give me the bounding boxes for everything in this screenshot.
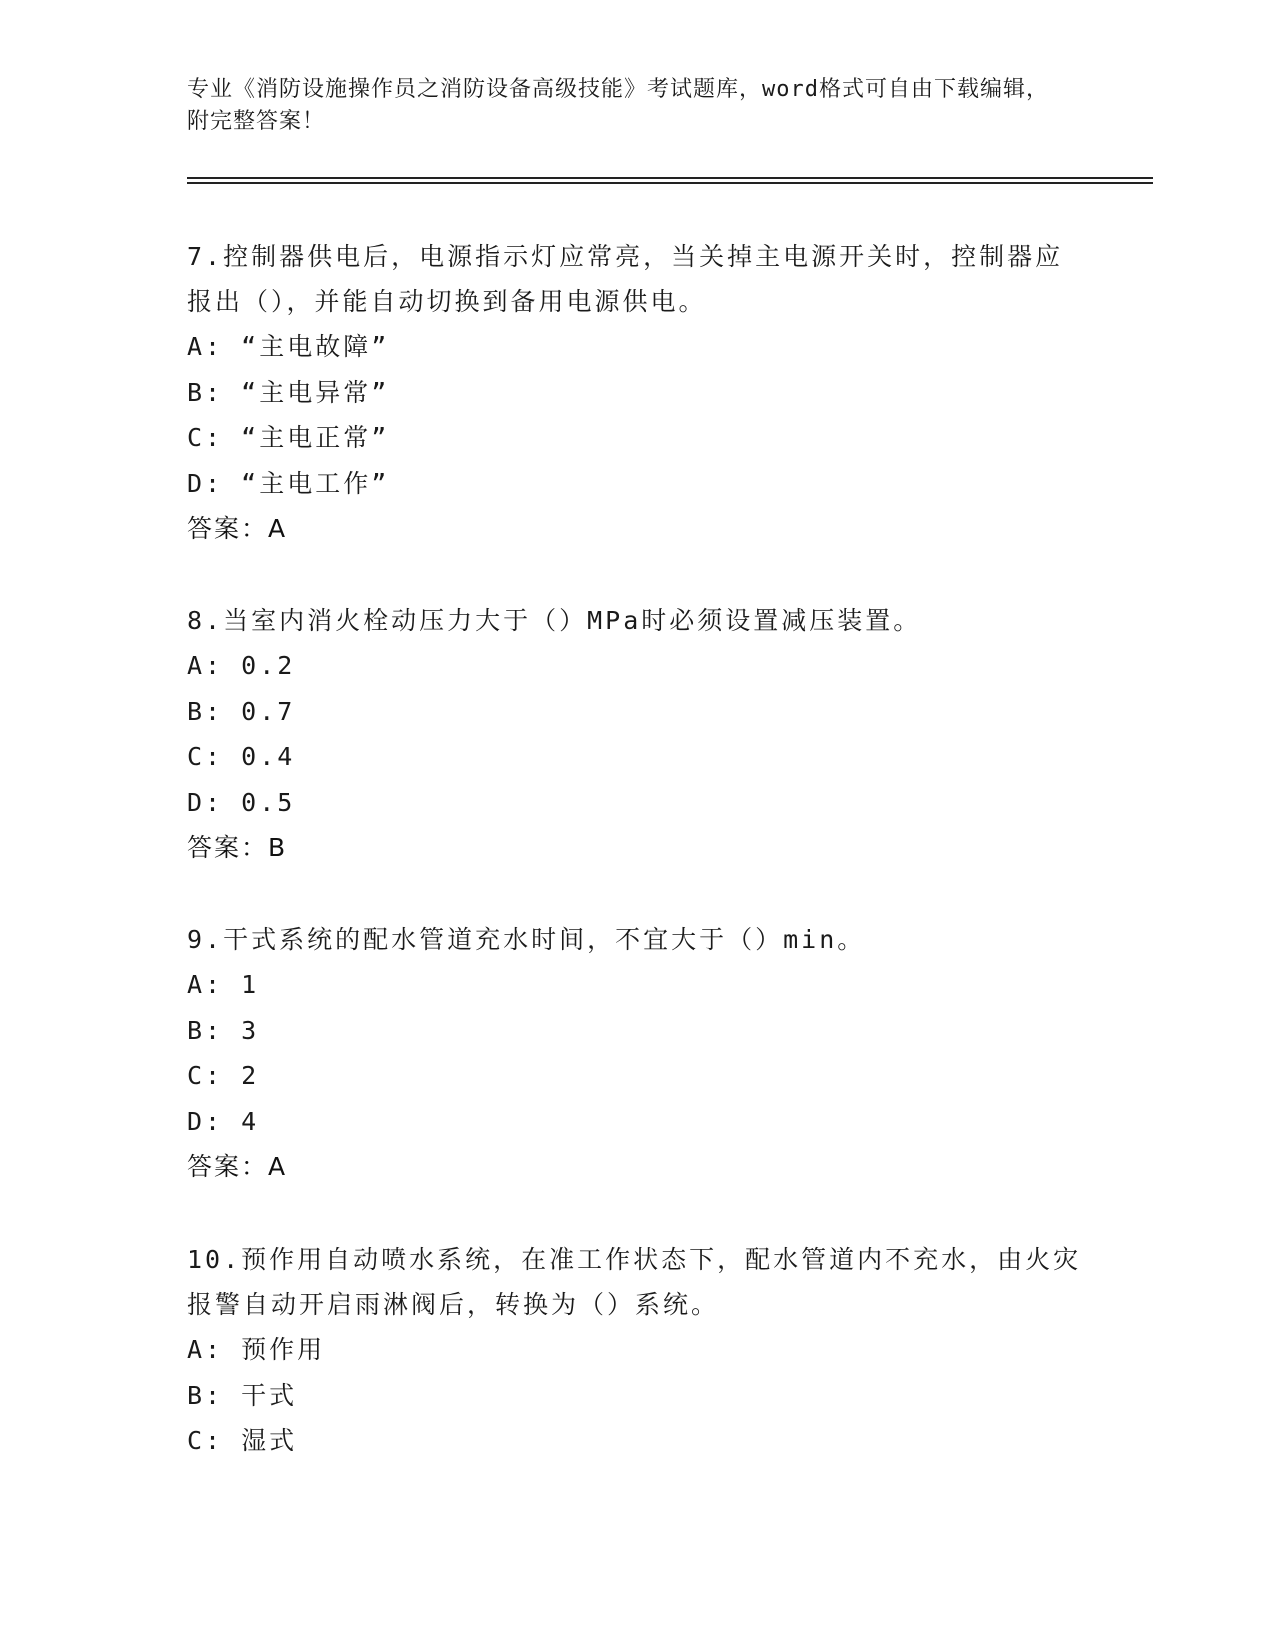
option-b: B: 3 <box>187 1015 260 1045</box>
answer-label: 答案：A <box>187 1152 288 1181</box>
option-c: C: 0.4 <box>187 742 296 771</box>
question-stem: 9.干式系统的配水管道充水时间，不宜大于（）min。 <box>187 925 866 954</box>
question-stem: 10.预作用自动喷水系统，在准工作状态下，配水管道内不充水，由火灾报警自动开启雨淋阀后，转换为（）系统。 <box>187 1245 1082 1319</box>
option-a: A: 0.2 <box>187 651 296 680</box>
question-10 <box>187 1237 1087 1464</box>
question-7 <box>187 234 1087 551</box>
option-d: D: 4 <box>187 1106 260 1136</box>
question-stem: 8.当室内消火栓动压力大于（）MPa时必须设置减压装置。 <box>187 606 922 635</box>
option-a: A: 1 <box>187 970 260 999</box>
option-c: C: 湿式 <box>187 1426 298 1455</box>
header-divider-top <box>187 177 1153 179</box>
option-d: D: “主电工作” <box>187 468 390 498</box>
question-stem: 7.控制器供电后，电源指示灯应常亮，当关掉主电源开关时，控制器应报出（），并能自动切换到备用电源供电。 <box>187 242 1064 316</box>
question-9 <box>187 917 1087 1189</box>
header-divider-bottom <box>187 182 1153 184</box>
option-c: C: 2 <box>187 1061 260 1090</box>
option-a: A: “主电故障” <box>187 332 390 361</box>
option-d: D: 0.5 <box>187 787 296 817</box>
option-b: B: 干式 <box>187 1380 298 1410</box>
answer-label: 答案：B <box>187 833 288 862</box>
option-b: B: “主电异常” <box>187 377 390 407</box>
option-b: B: 0.7 <box>187 696 296 726</box>
document-header: 专业《消防设施操作员之消防设备高级技能》考试题库，word格式可自由下载编辑，附完整答案！ <box>187 77 1049 134</box>
option-a: A: 预作用 <box>187 1335 326 1364</box>
option-c: C: “主电正常” <box>187 423 390 452</box>
question-8 <box>187 598 1087 870</box>
answer-label: 答案：A <box>187 514 288 543</box>
